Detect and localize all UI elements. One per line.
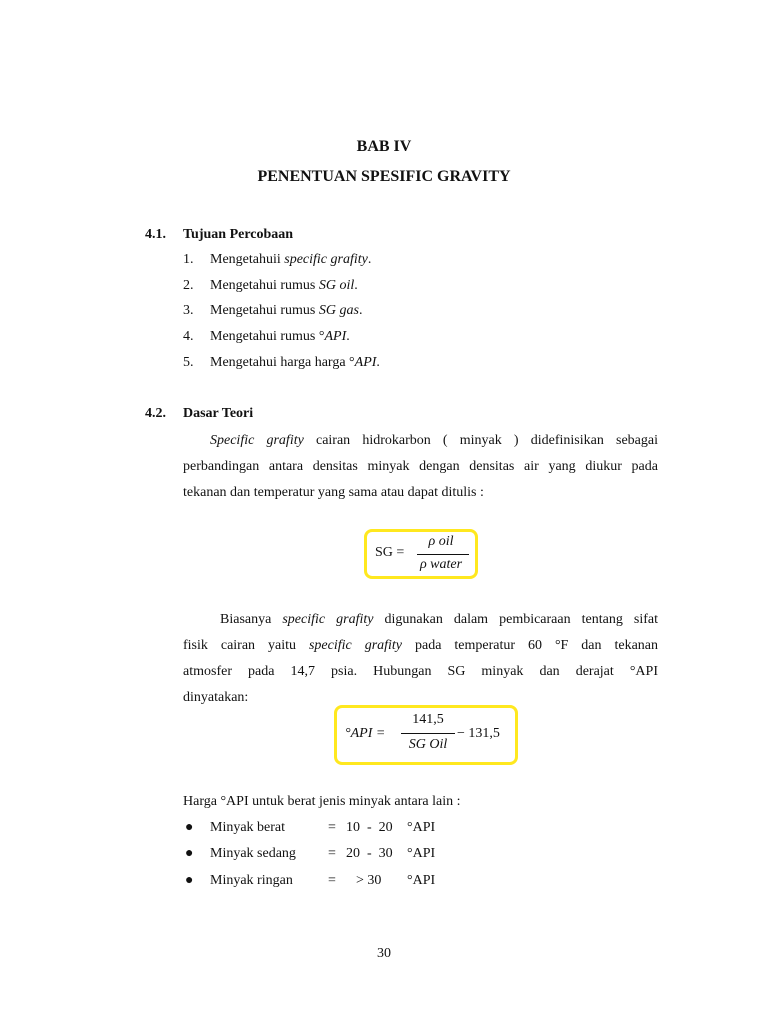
paragraph-line: atmosfer pada 14,7 psia. Hubungan SG minyak dan derajat °API: [183, 664, 658, 679]
api-unit: °API: [407, 846, 436, 861]
section-number: 4.2.: [145, 406, 166, 421]
api-unit: °API: [407, 820, 436, 835]
equals-sign: =: [328, 846, 336, 861]
bullet-icon: ●: [185, 846, 194, 861]
list-text: Mengetahui harga harga °API.: [210, 355, 380, 370]
formula-lhs: °API =: [345, 726, 386, 741]
paragraph-line: Biasanya specific grafity digunakan dalam pembicaraan tentang sifat: [220, 612, 658, 627]
sg-formula-box: [364, 529, 478, 579]
paragraph-line: perbandingan antara densitas minyak dengan densitas air yang diukur pada: [183, 459, 658, 474]
section-heading: Dasar Teori: [183, 406, 254, 421]
oil-type: Minyak ringan: [210, 873, 293, 888]
paragraph-line: tekanan dan temperatur yang sama atau dapat ditulis :: [183, 485, 484, 500]
fraction-bar: [417, 554, 469, 555]
list-number: 2.: [183, 278, 194, 293]
api-range: 10 - 20: [346, 820, 393, 835]
equals-sign: =: [328, 820, 336, 835]
paragraph-line: Specific grafity cairan hidrokarbon ( minyak ) didefinisikan sebagai: [210, 433, 658, 448]
list-number: 1.: [183, 252, 194, 267]
list-text: Mengetahuii specific grafity.: [210, 252, 372, 267]
formula-numerator: 141,5: [412, 712, 444, 727]
formula-rhs: − 131,5: [457, 726, 500, 741]
chapter-label: BAB IV: [356, 138, 412, 155]
api-range: 20 - 30: [346, 846, 393, 861]
page-title: PENENTUAN SPESIFIC GRAVITY: [257, 168, 511, 185]
oil-type: Minyak sedang: [210, 846, 296, 861]
oil-type: Minyak berat: [210, 820, 286, 835]
list-text: Mengetahui rumus °API.: [210, 329, 350, 344]
paragraph-line: dinyatakan:: [183, 690, 249, 705]
section-heading: Tujuan Percobaan: [183, 227, 294, 242]
list-number: 5.: [183, 355, 194, 370]
formula-lhs: SG =: [375, 545, 405, 560]
api-formula-box: [334, 705, 518, 765]
api-range: > 30: [356, 873, 382, 888]
list-text: Mengetahui rumus SG oil.: [210, 278, 358, 293]
list-number: 3.: [183, 303, 194, 318]
list-number: 4.: [183, 329, 194, 344]
api-unit: °API: [407, 873, 436, 888]
fraction-bar: [401, 733, 455, 734]
list-text: Mengetahui rumus SG gas.: [210, 303, 363, 318]
bullet-icon: ●: [185, 873, 194, 888]
formula-denominator: SG Oil: [408, 737, 448, 752]
section-number: 4.1.: [145, 227, 166, 242]
equals-sign: =: [328, 873, 336, 888]
paragraph-line: fisik cairan yaitu specific grafity pada temperatur 60 °F dan tekanan: [183, 638, 658, 653]
formula-denominator: ρ water: [419, 557, 463, 572]
list-intro: Harga °API untuk berat jenis minyak antara lain :: [183, 794, 461, 809]
bullet-icon: ●: [185, 820, 194, 835]
page-number: 30: [377, 946, 391, 961]
formula-numerator: ρ oil: [428, 534, 454, 549]
